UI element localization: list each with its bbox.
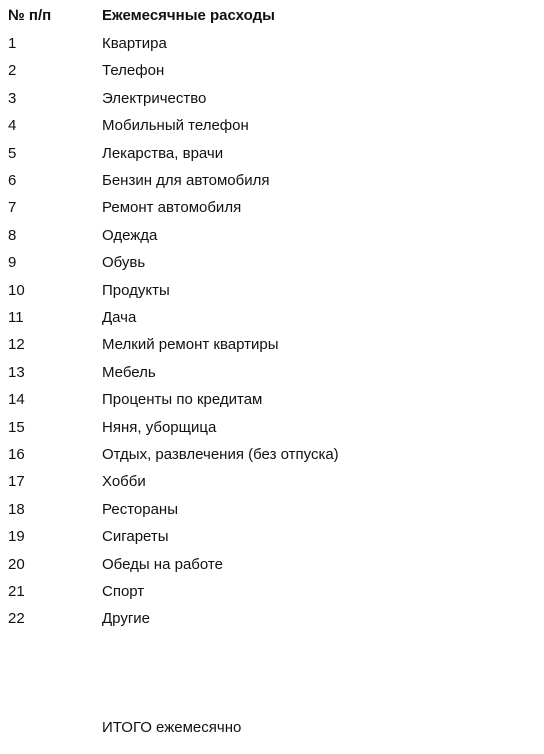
- row-expense-item: Няня, уборщица: [102, 418, 217, 436]
- row-expense-item: Дача: [102, 309, 137, 326]
- row-expense-item: Мелкий ремонт квартиры: [102, 336, 279, 354]
- table-row: [0, 468, 544, 495]
- row-number: 8: [8, 226, 17, 244]
- table-row: [0, 386, 544, 413]
- table-row: [0, 249, 544, 276]
- table-row: [0, 523, 544, 550]
- table-row: [0, 551, 544, 578]
- row-expense-item: Отдых, развлечения (без отпуска): [102, 446, 339, 463]
- row-number: 1: [8, 35, 17, 52]
- header-number: № п/п: [8, 7, 52, 24]
- row-expense-item: Лекарства, врачи: [102, 144, 224, 162]
- row-expense-item: Телефон: [102, 62, 165, 80]
- row-expense-item: Мобильный телефон: [102, 117, 249, 135]
- table-row: [0, 57, 544, 84]
- row-expense-item: Бензин для автомобиля: [102, 172, 270, 189]
- row-number: 3: [8, 89, 17, 107]
- row-number: 4: [8, 117, 17, 135]
- row-number: 12: [8, 336, 25, 354]
- row-number: 6: [8, 172, 17, 189]
- row-number: 20: [8, 555, 25, 573]
- row-number: 7: [8, 199, 17, 217]
- table-row: [0, 85, 544, 112]
- row-number: 15: [8, 418, 25, 436]
- table-row: [0, 359, 544, 386]
- table-row: [0, 194, 544, 221]
- row-number: 21: [8, 583, 25, 600]
- table-row: [0, 605, 544, 632]
- table-row: [0, 331, 544, 358]
- row-expense-item: Обеды на работе: [102, 555, 223, 573]
- table-row: [0, 140, 544, 167]
- row-expense-item: Квартира: [102, 35, 167, 52]
- row-number: 5: [8, 144, 17, 162]
- row-expense-item: Спорт: [102, 583, 145, 600]
- table-row: [0, 414, 544, 441]
- table-row: [0, 112, 544, 139]
- row-expense-item: Продукты: [102, 281, 170, 299]
- row-expense-item: Хобби: [102, 473, 146, 491]
- row-number: 17: [8, 473, 25, 491]
- table-row: [0, 30, 544, 57]
- row-number: 2: [8, 62, 17, 80]
- row-expense-item: Электричество: [102, 89, 207, 107]
- table-header: [0, 2, 544, 29]
- row-number: 10: [8, 281, 25, 299]
- row-expense-item: Мебель: [102, 363, 156, 381]
- row-number: 22: [8, 610, 25, 628]
- table-row: [0, 277, 544, 304]
- row-number: 14: [8, 391, 25, 409]
- total-label: ИТОГО ежемесячно: [102, 719, 242, 736]
- row-number: 16: [8, 446, 25, 463]
- table-row: [0, 167, 544, 194]
- row-expense-item: Одежда: [102, 226, 158, 244]
- table-row: [0, 441, 544, 468]
- table-row: [0, 578, 544, 605]
- row-number: 13: [8, 363, 25, 381]
- row-number: 19: [8, 528, 25, 546]
- table-row: [0, 304, 544, 331]
- row-expense-item: Другие: [102, 610, 151, 628]
- row-number: 11: [8, 309, 24, 326]
- row-expense-item: Обувь: [102, 254, 146, 272]
- row-expense-item: Ремонт автомобиля: [102, 199, 242, 217]
- row-expense-item: Сигареты: [102, 528, 169, 546]
- row-expense-item: Рестораны: [102, 500, 178, 518]
- table-row: [0, 222, 544, 249]
- table-row: [0, 496, 544, 523]
- row-number: 18: [8, 500, 25, 518]
- header-expenses: Ежемесячные расходы: [102, 7, 275, 24]
- row-expense-item: Проценты по кредитам: [102, 391, 263, 409]
- row-number: 9: [8, 254, 17, 272]
